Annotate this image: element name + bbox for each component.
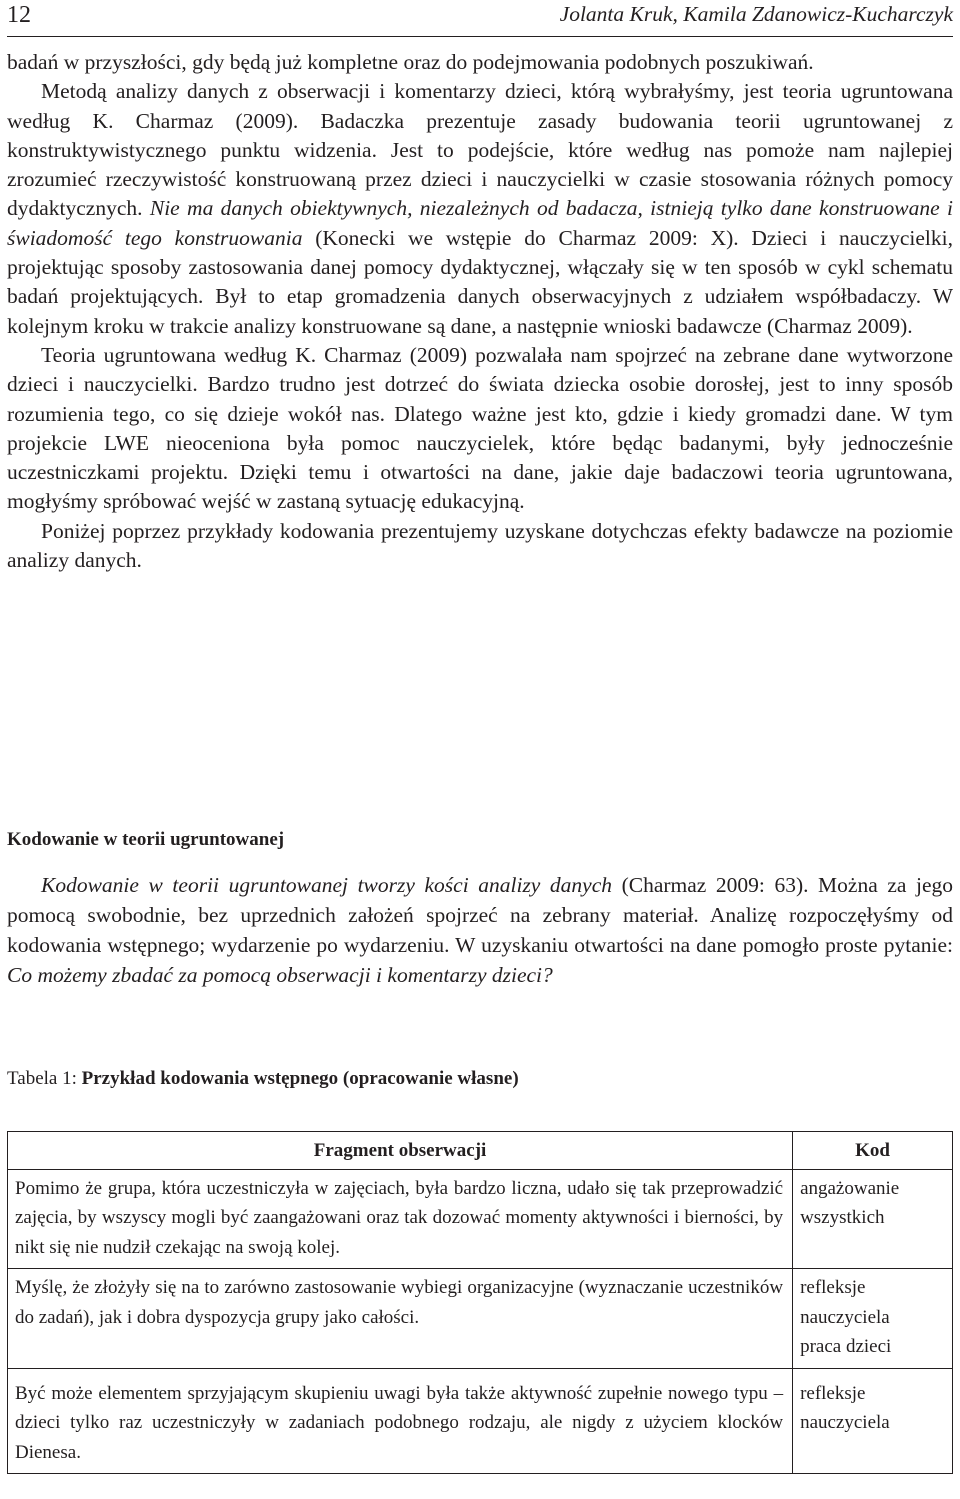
table-cell-fragment: Pomimo że grupa, która uczestniczyła w zajęciach, była bardzo liczna, udało się tak przeprowadzić zajęcia, by wszyscy mogli być zaangażowani oraz tak dozować momenty aktywności i bierności, by nikt się nie nudził czekając na swoją kolej. bbox=[8, 1169, 793, 1269]
code-label: wszystkich bbox=[800, 1207, 885, 1228]
section-heading: Kodowanie w teorii ugruntowanej bbox=[7, 829, 285, 850]
table-cell-fragment: Myślę, że złożyły się na to zarówno zastosowanie wybiegi organizacyjne (wyznaczanie uczestników do zadań), jak i dobra dyspozycja grupy jako całości. bbox=[8, 1269, 793, 1369]
page-header bbox=[7, 0, 953, 37]
table-caption bbox=[7, 1068, 519, 1090]
table-header-code: Kod bbox=[793, 1132, 953, 1170]
page bbox=[7, 0, 953, 1463]
section-text-body: (Charmaz 2009: 63). Można za jego pomocą swobodnie, bez uprzednich założeń spojrzeć na zebrany materiał. Analizę rozpoczęłyśmy od kodowania wstępnego; wydarzenie po wydarzeniu. W uzyskaniu otwartości na dane pomogło proste pytanie: bbox=[7, 873, 953, 957]
running-head-authors: Jolanta Kruk, Kamila Zdanowicz-Kucharczyk bbox=[559, 2, 953, 26]
table-cell-code bbox=[793, 1169, 953, 1269]
page-number: 12 bbox=[7, 2, 31, 28]
table-header-row bbox=[8, 1132, 953, 1170]
table-caption-prefix: Tabela 1: bbox=[7, 1068, 82, 1089]
code-label: nauczyciela bbox=[800, 1412, 890, 1433]
paragraph-2-part-a: Metodą analizy danych z obserwacji i komentarzy dzieci, którą wybrałyśmy, jest teoria ugruntowana według K. Charmaz (2009). Badaczka prezentuje zasady budowania teorii ugruntowanej z konstruktywistycznego punktu widzenia. Jest to podejście, które według nas pomoże nam najlepiej zrozumieć rzeczywistość konstruowaną przez dzieci i nauczycielki w czasie stosowania różnych pomocy dydaktycznych. bbox=[7, 79, 953, 221]
table-header-fragment: Fragment obserwacji bbox=[8, 1132, 793, 1170]
paragraph-4: Poniżej poprzez przykłady kodowania prezentujemy uzyskane dotychczas efekty badawcze na poziomie analizy danych. bbox=[7, 518, 953, 573]
code-label: nauczyciela bbox=[800, 1306, 890, 1328]
section-italic-question: Co możemy zbadać za pomocą obserwacji i komentarzy dzieci? bbox=[7, 963, 553, 987]
body-text bbox=[7, 48, 953, 575]
section-paragraph bbox=[7, 870, 953, 990]
table-cell-code bbox=[793, 1368, 953, 1474]
section-italic-quote: Kodowanie w teorii ugruntowanej tworzy kości analizy danych bbox=[41, 873, 613, 897]
paragraph-2-italic-quote: Nie ma danych obiektywnych, niezależnych od badacza, istnieją tylko dane konstruowane i świadomość tego konstruowania bbox=[7, 196, 953, 250]
table-cell-code bbox=[793, 1269, 953, 1369]
table-row bbox=[8, 1368, 953, 1474]
paragraph-2 bbox=[7, 77, 953, 341]
code-label: refleksje bbox=[800, 1382, 866, 1404]
coding-table bbox=[7, 1131, 953, 1474]
paragraph-2-part-b: (Konecki we wstępie do Charmaz 2009: X). Dzieci i nauczycielki, projektując sposoby zastosowania danej pomocy dydaktycznej, włączały się w ten sposób w cykl schematu badań projektujących. Był to etap gromadzenia danych obserwacyjnych z udziałem współbadaczy. W kolejnym kroku w trakcie analizy konstruowane są dane, a następnie wnioski badawcze (Charmaz 2009). bbox=[7, 225, 953, 338]
table-caption-title: Przykład kodowania wstępnego (opracowanie własne) bbox=[81, 1068, 519, 1089]
table-row bbox=[8, 1169, 953, 1269]
code-label: refleksje bbox=[800, 1277, 866, 1298]
table-cell-fragment: Być może elementem sprzyjającym skupieniu uwagi była także aktywność zupełnie nowego typu – dzieci tylko raz uczestniczyły w zadaniach podobnego rodzaju, ale nigdy z użyciem klocków Dienesa. bbox=[8, 1368, 793, 1474]
paragraph-3: Teoria ugruntowana według K. Charmaz (2009) pozwalała nam spojrzeć na zebrane dane wytworzone dzieci i nauczycielki. Bardzo trudno jest dotrzeć do świata dziecka osobie dorosłej, jest to inny sposób rozumienia tego, co się dzieje wokół nas. Dlatego ważne jest kto, gdzie i kiedy gromadzi dane. W tym projekcie LWE nieoceniona była pomoc nauczycielek, które będąc badanymi, były jednocześnie uczestniczkami projektu. Dzięki temu i otwartości na dane, jakie daje badaczowi teoria ugruntowana, mogłyśmy spróbować wejść w zastaną sytuację edukacyjną. bbox=[7, 342, 953, 514]
paragraph-1: badań w przyszłości, gdy będą już kompletne oraz do podejmowania podobnych poszukiwań. bbox=[7, 50, 814, 74]
table-row bbox=[8, 1269, 953, 1369]
code-label: angażowanie bbox=[800, 1177, 900, 1199]
code-label: praca dzieci bbox=[800, 1336, 892, 1357]
section-text bbox=[7, 870, 953, 990]
